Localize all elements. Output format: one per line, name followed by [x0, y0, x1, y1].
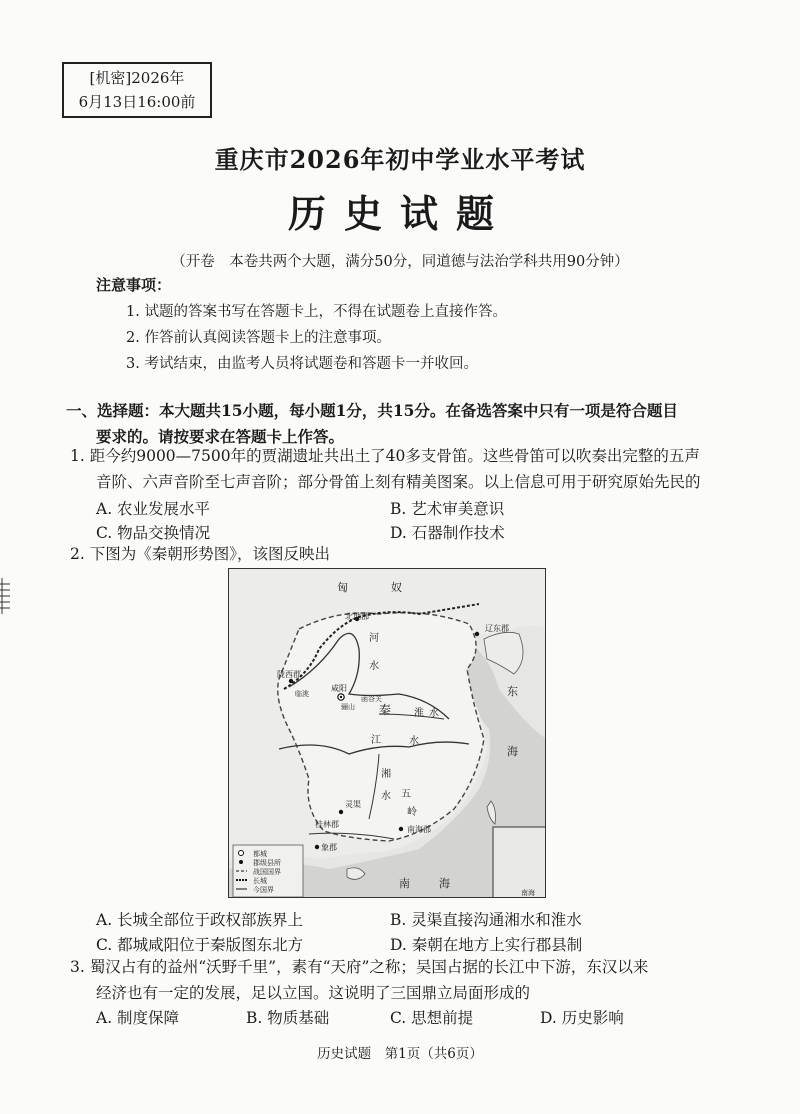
map-label-hai-east: 海 [507, 745, 518, 758]
map-svg [229, 569, 546, 898]
question-3-line-2: 经济也有一定的发展，足以立国。这说明了三国鼎立局面形成的 [96, 984, 531, 1002]
section-heading-line-2: 要求的。请按要求在答题卡上作答。 [96, 427, 345, 446]
q3-option-d[interactable]: D. 历史影响 [540, 1009, 624, 1027]
map-label-hangu: 函谷关 [361, 695, 382, 703]
q2-option-a[interactable]: A. 长城全部位于政权部族界上 [96, 911, 304, 929]
exam-title: 重庆市2026年初中学业水平考试 [214, 145, 586, 174]
q1-option-d[interactable]: D. 石器制作技术 [390, 524, 505, 542]
notice-item-3: 3. 考试结束，由监考人员将试题卷和答题卡一并收回。 [126, 356, 478, 372]
map-label-jiang: 江 [371, 735, 381, 746]
q1-option-a[interactable]: A. 农业发展水平 [96, 500, 211, 518]
question-2-stem: 2. 下图为《秦朝形势图》，该图反映出 [70, 545, 330, 563]
notice-heading: 注意事项： [96, 276, 172, 294]
map-label-wu: 五 [401, 789, 411, 800]
map-label-nan: 南 [399, 877, 410, 890]
question-3-line-1: 3. 蜀汉占有的益州“沃野千里”，素有“天府”之称；吴国占据的长江中下游，东汉以来 [70, 958, 649, 976]
legend-modern-border: 今国界 [253, 886, 274, 894]
map-label-xiongnu-2: 奴 [391, 581, 402, 594]
map-label-dong: 东 [507, 685, 518, 698]
binding-line-mark [0, 578, 12, 614]
map-label-lintao: 临洮 [295, 690, 309, 698]
exam-info: （开卷 本卷共两个大题，满分50分，同道德与法治学科共用90分钟） [171, 254, 629, 270]
legend-capital: 都城 [253, 850, 267, 858]
map-label-shui: 水 [369, 661, 379, 672]
map-label-liaodong: 辽东郡 [485, 624, 509, 633]
map-label-qin: 秦 [379, 703, 392, 717]
map-label-xiongnu-1: 匈 [337, 581, 348, 594]
q3-option-a[interactable]: A. 制度保障 [96, 1009, 180, 1027]
map-label-xiang-jun: 象郡 [321, 843, 337, 852]
page-footer: 历史试题 第1页（共6页） [317, 1046, 483, 1062]
legend-state-border: 战国国界 [253, 868, 281, 876]
map-label-xiang: 湘 [381, 769, 391, 780]
question-1-line-1: 1. 距今约9000—7500年的贾湖遗址共出土了40多支骨笛。这些骨笛可以吹奏出完整的五声 [70, 447, 700, 465]
map-label-xiang-shui: 水 [381, 791, 391, 802]
q2-option-d[interactable]: D. 秦朝在地方上实行郡县制 [390, 936, 583, 954]
q3-option-b[interactable]: B. 物质基础 [246, 1009, 330, 1027]
subject-title: 历史试题 [287, 191, 512, 236]
notice-item-1: 1. 试题的答案书写在答题卡上，不得在试题卷上直接作答。 [126, 304, 507, 320]
map-label-guilin: 桂林郡 [315, 820, 339, 829]
map-label-huai-shui: 水 [429, 708, 439, 719]
notice-item-2: 2. 作答前认真阅读答题卡上的注意事项。 [126, 330, 391, 346]
question-1-line-2: 音阶、六声音阶至七声音阶；部分骨笛上刻有精美图案。以上信息可用于研究原始先民的 [96, 473, 701, 491]
confidential-line-2: 6月13日16:00前 [78, 93, 196, 111]
q3-option-c[interactable]: C. 思想前提 [390, 1009, 474, 1027]
confidential-line-1: [机密]2026年 [89, 69, 185, 87]
map-label-he: 河 [369, 633, 379, 644]
legend-commandery: 郡级县所 [253, 859, 281, 867]
q2-option-b[interactable]: B. 灵渠直接沟通湘水和淮水 [390, 911, 582, 929]
confidential-box [62, 62, 212, 118]
section-heading-line-1: 一、选择题：本大题共15小题，每小题1分，共15分。在备选答案中只有一项是符合题目 [66, 401, 678, 420]
question-1 [70, 443, 750, 495]
q1-option-b[interactable]: B. 艺术审美意识 [390, 500, 505, 518]
map-label-beidi: 北地郡 [345, 612, 369, 621]
map-label-lingqu: 灵渠 [345, 800, 361, 809]
q1-option-c[interactable]: C. 物品交换情况 [96, 524, 211, 542]
question-3 [70, 954, 750, 1006]
map-label-longxi: 陇西郡 [277, 670, 301, 679]
map-label-hai-south: 海 [439, 877, 450, 890]
map-label-ling: 岭 [407, 807, 417, 818]
map-label-jiang-shui: 水 [409, 736, 419, 747]
map-label-lishan: 骊山 [341, 703, 355, 711]
qin-dynasty-map [228, 568, 546, 898]
map-label-nanhai-jun: 南海郡 [407, 825, 431, 834]
map-label-huai: 淮 [414, 708, 424, 719]
map-label-xianyang: 咸阳 [331, 684, 347, 693]
legend-great-wall: 长城 [253, 877, 267, 885]
q2-option-c[interactable]: C. 都城咸阳位于秦版图东北方 [96, 936, 304, 954]
map-label-inset: 南海 [521, 889, 535, 897]
